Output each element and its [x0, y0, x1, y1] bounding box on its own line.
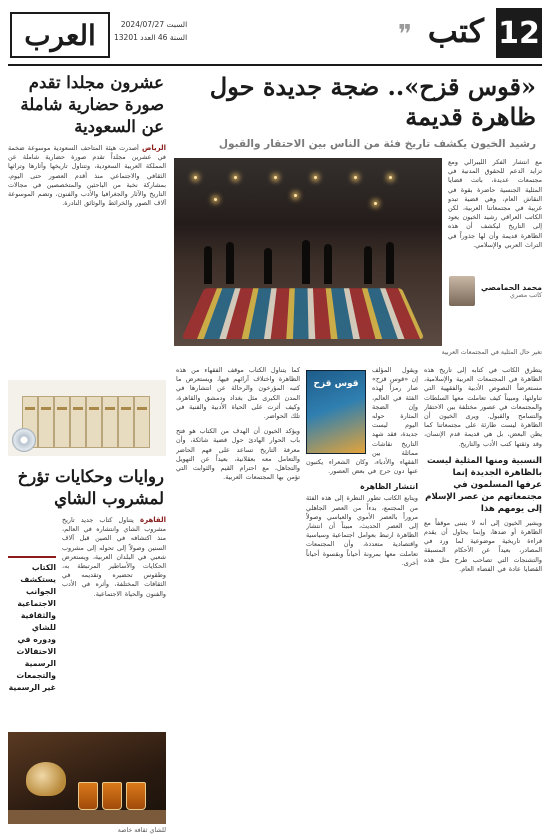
main-subheadline: رشيد الخيون يكشف تاريخ فئة من الناس بين الاحتقار والقبول: [218, 138, 536, 150]
side-column: [8, 72, 166, 834]
body-paragraph: ويقول المؤلف إن «قوس قزح» صار رمزاً لهذه الفئة في العالم، وإن الضجة المثارة حوله اليوم ليست جديدة، فقد شهد التاريخ نقاشات مماثلة بين الفقهاء والأدباء، وكان الشعراء يكتبون عنها دون حرج في بعض العصور.: [306, 366, 418, 476]
main-photo: [174, 158, 442, 346]
issue-info: [114, 18, 187, 44]
story2-text: يتناول كتاب جديد تاريخ مشروب الشاي وانتشاره في العالم، منذ اكتشافه في الصين قبل آلاف السنين وصولاً إلى تحوله إلى مشروب شعبي في البلدان العربية، ويستعرض الحكايات والأساطير المرتبطة به، وطقوس تحضيره وتقديمه في الثقافات المختلفة، وأثره في الأدب والفنون والحياة الاجتماعية.: [62, 516, 166, 598]
body-paragraph: ويؤكد الخيون أن الهدف من الكتاب هو فتح باب الحوار الهادئ حول قضية شائكة، وأن معرفة التاريخ تساعد على فهم الحاضر والتعامل معه بعقلانية، بعيداً عن التهويل والتجاهل، مع احترام القيم والثوابت التي تؤمن بها المجتمعات العربية.: [176, 427, 300, 482]
main-headline: «قوس قزح».. ضجة جديدة حول ظاهرة قديمة: [209, 72, 536, 131]
author-photo: [449, 276, 475, 306]
story1-body: [8, 144, 166, 376]
pull-quote: الكتاب يستكشف الجوانب الاجتماعية والثقافية للشاي ودوره في الاحتفالات الرسمية والتجمعات غير الرسمية: [8, 556, 56, 694]
book-cover-title: قوس قزح: [313, 379, 359, 389]
main-story: [174, 72, 542, 815]
author-column: [448, 158, 542, 346]
story2-headline: روايات وحكايات تؤرخ لمشروب الشاي: [17, 467, 164, 508]
story2-body-area: [8, 516, 166, 726]
story1-text: أصدرت هيئة المتاحف السعودية موسوعة ضخمة في عشرين مجلداً تقدم صورة حضارية شاملة عن المملكة العربية السعودية، وتتناول تاريخها وآثارها وتراثها الثقافي والاجتماعي منذ أقدم العصور حتى اليوم، بمشاركة نخبة من الباحثين والمتخصصين في مجالات التاريخ والآثار والجغرافيا والأدب والفنون، وتضم الموسوعة آلاف الصور والخرائط والوثائق النادرة.: [8, 144, 166, 208]
body-paragraph: كما يتناول الكتاب موقف الفقهاء من هذه الظاهرة واختلاف آرائهم فيها، ويستعرض ما كتبه المؤرخون والرحالة عن انتشارها في المدن الكبرى مثل بغداد ودمشق والقاهرة، وكيف أثرت على الحياة الأدبية والفنية في تلك الحواضر.: [176, 366, 300, 421]
newspaper-logo: العرب: [10, 12, 110, 58]
story2-body: [62, 516, 166, 726]
author-byline: [448, 276, 542, 306]
page-header: [8, 8, 542, 66]
body-column-2: [306, 366, 418, 821]
story2-kicker: القاهرة: [139, 516, 166, 524]
author-name: محمد الحمامصي: [480, 283, 542, 292]
carpet-artwork: [181, 288, 424, 339]
body-paragraph: ويشير الخيون إلى أنه لا يتبنى موقفاً مع الظاهرة أو ضدها، وإنما يحاول أن يقدم قراءة تاريخية موضوعية لما ورد في المصادر، بعيداً عن الأحكام المسبقة والتشنجات التي تصاحب طرح مثل هذه القضايا عادة في الفضاء العام.: [424, 518, 542, 573]
body-column-1: [424, 366, 542, 821]
encyclopedia-volumes-photo: [8, 380, 166, 456]
quote-icon: ❞: [398, 20, 412, 50]
tea-photo-caption: للشاي ثقافة خاصة: [117, 827, 166, 834]
book-cover-image: [306, 370, 366, 454]
story1-kicker: الرياض: [141, 144, 166, 152]
tea-photo: [8, 732, 166, 824]
section-number: 12: [496, 8, 542, 58]
highlight-quote: النسبية ومنها المثلية ليست بالظاهرة الجديدة إنما عرفها المسلمون في مجتمعاتهم من عصر الإسلام إلى يومهم هذا: [425, 455, 542, 514]
main-top-area: [174, 158, 542, 346]
section-subhead: انتشار الظاهرة: [360, 482, 418, 492]
main-body-columns: [174, 366, 542, 821]
body-column-3: [176, 366, 300, 821]
story1-headline: عشرون مجلدا تقدم صورة حضارية شاملة عن السعودية: [20, 73, 164, 136]
story-intro: مع انتشار الفكر الليبرالي ومع تزايد الدعم للحقوق المدنية في مجتمعات عديدة، باتت قضايا المثلية الجنسية حاضرة بقوة في النقاش العام، وهي قضية تبدو غريبة في مجتمعاتنا العربية، لكن الكاتب العراقي رشيد الخيون يعود إلى التاريخ ليكشف أن هذه الظاهرة قديمة وأن لها جذوراً في التراث العربي والإسلامي.: [448, 158, 542, 249]
photo-caption: تغير حال المثلية في المجتمعات العربية: [441, 349, 542, 356]
author-role: كاتب مصري: [509, 292, 542, 299]
body-paragraph: يتطرق الكاتب في كتابه إلى تاريخ هذه الظاهرة في المجتمعات العربية والإسلامية، مستعرضاً النصوص الأدبية والفقهية التي تناولتها، ومبيناً كيف تعاملت معها السلطات والمجتمعات في عصور مختلفة بين الاحتقار والتسامح والقبول. ويرى الخيون أن الظاهرة ليست طارئة على مجتمعاتنا كما يظن البعض، بل هي قديمة قدم الإنسان، وقد وثقتها كتب الأدب والتاريخ.: [424, 366, 542, 448]
section-name: كتب: [427, 12, 484, 50]
issue-date: السبت 2024/07/27: [120, 20, 188, 29]
issue-number: السنة 46 العدد 13201: [114, 33, 188, 42]
body-paragraph: ويتابع الكاتب تطور النظرة إلى هذه الفئة من المجتمع، بدءاً من العصر الجاهلي مروراً بالعصر الأموي والعباسي وصولاً إلى العصر الحديث، مبيناً أن انتشار الظاهرة ارتبط بعوامل اجتماعية وسياسية واقتصادية متعددة، وأن المجتمعات تعاملت معها بمرونة أحياناً وبقسوة أحياناً أخرى.: [306, 494, 418, 567]
